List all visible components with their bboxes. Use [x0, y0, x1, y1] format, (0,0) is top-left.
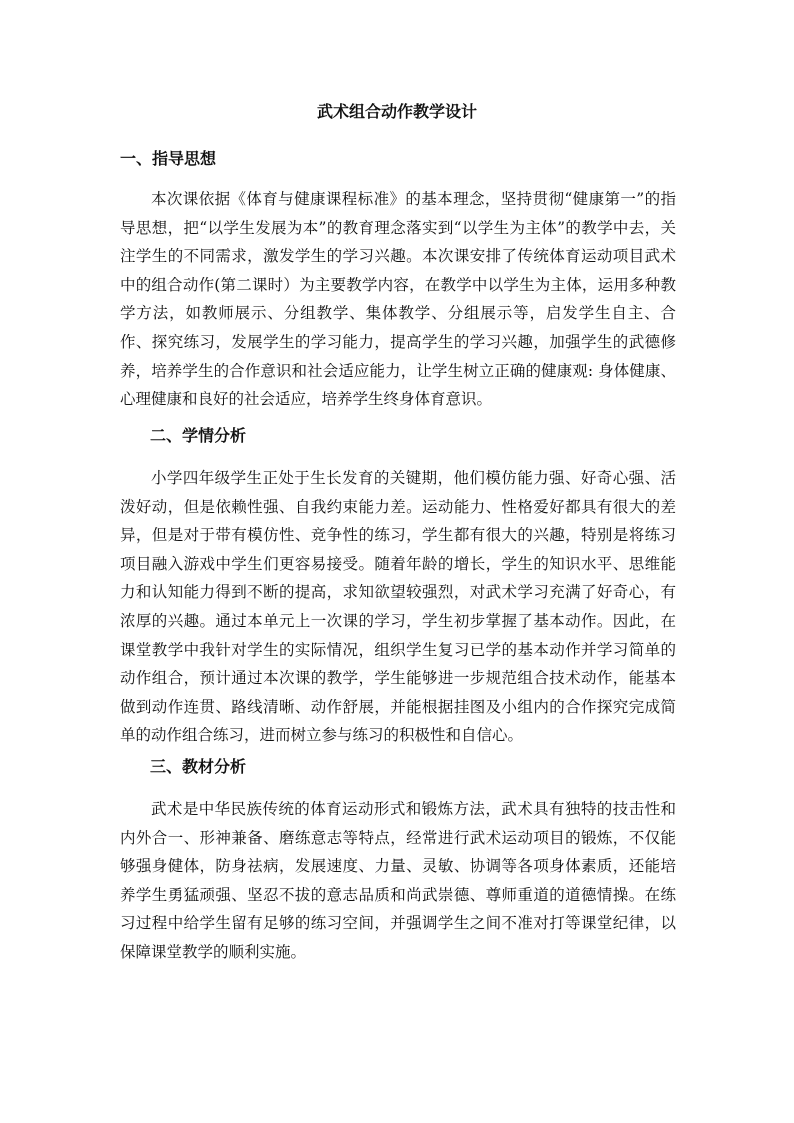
section-body-student-analysis: 小学四年级学生正处于生长发育的关键期，他们模仿能力强、好奇心强、活泼好动，但是依赖性强、自我约束能力差。运动能力、性格爱好都具有很大的差异，但是对于带有模仿性、竞争性的练习，学生都有很大的兴趣，特别是将练习项目融入游戏中学生们更容易接受。随着年龄的增长，学生的知识水平、思维能力和认知能力得到不断的提高，求知欲望较强烈，对武术学习充满了好奇心，有浓厚的兴趣。通过本单元上一次课的学习，学生初步掌握了基本动作。因此，在课堂教学中我针对学生的实际情况，组织学生复习已学的基本动作并学习简单的动作组合，预计通过本次课的教学，学生能够进一步规范组合技术动作，能基本做到动作连贯、路线清晰、动作舒展，并能根据挂图及小组内的合作探究完成简单的动作组合练习，进而树立参与练习的积极性和自信心。	[120, 469, 676, 745]
section-body-guiding-ideology: 本次课依据《体育与健康课程标准》的基本理念，坚持贯彻“健康第一”的指导思想，把“以学生发展为本”的教育理念落实到“以学生为主体”的教学中去，关注学生的不同需求，激发学生的学习兴趣。本次课安排了传统体育运动项目武术中的组合动作(第二课时）为主要教学内容，在教学中以学生为主体，运用多种教学方法，如教师展示、分组教学、集体教学、分组展示等，启发学生自主、合作、探究练习，发展学生的学习能力，提高学生的学习兴趣，加强学生的武德修养，培养学生的合作意识和社会适应能力，让学生树立正确的健康观: 身体健康、心理健康和良好的社会适应，培养学生终身体育意识。	[120, 190, 676, 409]
section-heading-student-analysis: 二、学情分析	[150, 426, 247, 445]
section-heading-material-analysis: 三、教材分析	[150, 757, 247, 776]
section-heading-guiding-ideology: 一、指导思想	[120, 149, 217, 168]
section-body-material-analysis: 武术是中华民族传统的体育运动形式和锻炼方法，武术具有独特的技击性和内外合一、形神兼备、磨练意志等特点，经常进行武术运动项目的锻炼，不仅能够强身健体，防身祛病，发展速度、力量、灵敏、协调等各项身体素质，还能培养学生勇猛顽强、坚忍不拔的意志品质和尚武崇德、尊师重道的道德情操。在练习过程中给学生留有足够的练习空间，并强调学生之间不准对打等课堂纪律，以保障课堂教学的顺利实施。	[120, 800, 676, 961]
document-title: 武术组合动作教学设计	[316, 102, 477, 121]
